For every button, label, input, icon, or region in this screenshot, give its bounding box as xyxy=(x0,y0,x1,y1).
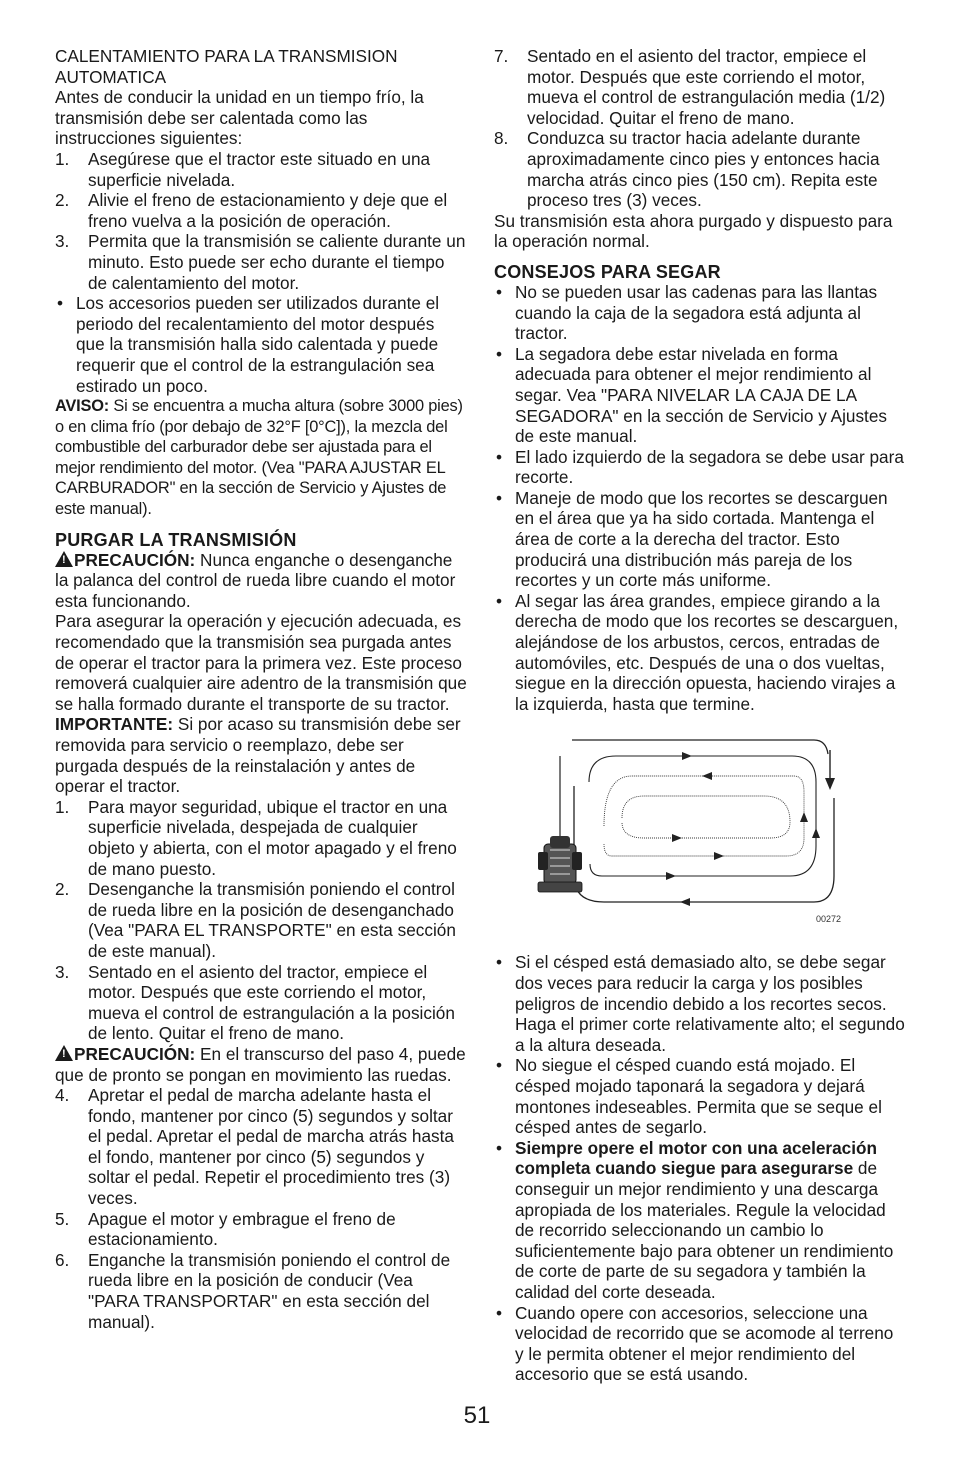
mowing-pattern-figure xyxy=(494,726,906,946)
purge-done: Su transmisión esta ahora purgado y dispuesto para la operación normal. xyxy=(494,210,893,252)
tip-trim-side: • El lado izquierdo de la segadora se debe usar para recorte. xyxy=(496,446,904,488)
aviso-note: AVISO: Si se encuentra a mucha altura (sobre 3000 pies) o en clima frío (por debajo de 32°F [0°C]), la mezcla del combustible del carburador debe ser ajustada para el mejor rendimiento del motor. (Vea "PARA AJUSTAR EL CARBURADOR" en la sección de Servicio y Ajustes de este manual). xyxy=(55,397,463,519)
tip-level-deck: • La segadora debe estar nivelada en forma adecuada para obtener el mejor rendimiento al segar. Vea "PARA NIVELAR LA CAJA DE LA SEGADORA" en la sección de Servicio y Ajustes de este manual. xyxy=(496,343,887,447)
right-column xyxy=(494,46,906,1385)
warmup-heading-line1: CALENTAMIENTO PARA LA TRANSMISION xyxy=(55,46,398,66)
warmup-step-3: 3. Permita que la transmisión se caliente durante un minuto. Esto puede ser echo durante el tiempo de calentamiento del motor. xyxy=(55,231,466,293)
purge-step-3: 3. Sentado en el asiento del tractor, empiece el motor. Después que este corriendo el motor, mueva el control de estrangulación a la posición de lento. Quitar el freno de mano. xyxy=(55,961,455,1044)
purge-intro: Para asegurar la operación y ejecución adecuada, es recomendado que la transmisión sea purgada antes de operar el tractor para la primera vez. Este proceso removerá cualquier aire adentro de la transmisión que se halla formado durante el transporte de su tractor. xyxy=(55,611,467,714)
precaucion-2: !PRECAUCIÓN: En el transcurso del paso 4, puede que de pronto se pongan en movimiento las ruedas. xyxy=(55,1044,467,1085)
warning-triangle-icon xyxy=(55,551,73,567)
tip-accessories: • Cuando opere con accesorios, seleccione una velocidad de recorrido que se acomode al terreno y le permita obtener el mejor rendimiento del accesorio que se está usando. xyxy=(496,1302,894,1385)
figure-code: 00272 xyxy=(816,914,842,925)
warning-triangle-icon xyxy=(55,1045,73,1061)
purge-step-4: 4. Apretar el pedal de marcha adelante hasta el fondo, mantener por cinco (5) segundos y soltar el pedal. Apretar el pedal de marcha atrás hasta el fondo, mantener por cinco (5) segundos y soltar el pedal. Repetir el procedimiento tres (3) veces. xyxy=(55,1085,454,1209)
purge-step-6: 6. Enganche la transmisión poniendo el control de rueda libre en la posición de conducir (Vea "PARA TRANSPORTAR" en esta sección del manual). xyxy=(55,1249,451,1332)
tip-wet-grass: • No siegue el césped cuando está mojado. El césped mojado taponará la segadora y dejará montones indeseables. Permita que se seque el césped antes de segarlo. xyxy=(496,1055,882,1138)
warmup-step-1: 1. Asegúrese que el tractor este situado en una superficie nivelada. xyxy=(55,148,431,190)
importante-note: IMPORTANTE: Si por acaso su transmisión debe ser removida para servicio o reemplazo, debe ser purgada después de la reinstalación y antes de operar el tractor. xyxy=(55,714,461,797)
tip-tall-grass: • Si el césped está demasiado alto, se debe segar dos veces para reducir la carga y los posibles peligros de incendio debido a los recortes secos. Haga el primer corte relativamente alto; el segundo a la altura deseada. xyxy=(496,952,905,1055)
page-number: 51 xyxy=(463,1402,491,1429)
purge-step-1: 1. Para mayor seguridad, ubique el tractor en una superficie nivelada, despejada de cualquier objeto y abierta, con el motor apagado y el freno de mano puesto. xyxy=(55,796,457,879)
tractor-icon xyxy=(538,836,582,892)
tip-full-throttle: • Siempre opere el motor con una aceleración completa cuando siegue para asegurarse de conseguir un mejor rendimiento y una descarga apropiada de los materiales. Regule la velocidad de recorrido seleccionando un cambio lo suficientemente bajo para obtener un rendimiento de corte de parte de su segadora y también la calidad del corte deseada. xyxy=(496,1137,894,1302)
tip-chains: • No se pueden usar las cadenas para las llantas cuando la caja de la segadora está adjunta al tractor. xyxy=(496,281,878,344)
purge-step-5: 5. Apague el motor y embrague el freno de estacionamiento. xyxy=(55,1208,396,1250)
warmup-accessories-bullet: • Los accesorios pueden ser utilizados durante el periodo del recalentamiento del motor después que la transmisión halla sido calentada y puede requerir que el control de la estrangulación sea estirado un poco. xyxy=(57,293,440,396)
warmup-step-2: 2. Alivie el freno de estacionamiento y deje que el freno vuelva a la posición de operación. xyxy=(55,190,448,231)
tip-discharge: • Maneje de modo que los recortes se descarguen en el área que ya ha sido cortada. Mantenga el área de corte a la derecha del tractor. Esto producirá una distribución más pareja de los recortes y un corte más uniforme. xyxy=(496,487,888,591)
mowing-tips-heading: CONSEJOS PARA SEGAR xyxy=(494,261,721,282)
precaucion-1: !PRECAUCIÓN: Nunca enganche o desenganche la palanca del control de rueda libre cuando el motor esta funcionando. xyxy=(55,550,467,612)
left-column xyxy=(55,46,467,1332)
purge-heading: PURGAR LA TRANSMISIÓN xyxy=(55,529,297,550)
mowing-pattern-diagram xyxy=(494,726,906,946)
warmup-heading-line2: AUTOMATICA xyxy=(55,66,167,87)
purge-step-7: 7. Sentado en el asiento del tractor, empiece el motor. Después que este corriendo el motor, mueva el control de estrangulación media (1/2) velocidad. Quitar el freno de mano. xyxy=(494,46,886,128)
purge-step-2: 2. Desenganche la transmisión poniendo el control de rueda libre en la posición de desenganchado (Vea "PARA EL TRANSPORTE" en esta sección de este manual). xyxy=(55,879,456,961)
tip-large-areas: • Al segar las área grandes, empiece girando a la derecha de modo que los recortes se descarguen, alejándose de los arbustos, cercos, entradas de automóviles, etc. Después de una o dos vueltas, siegue en la dirección opuesta, haciendo virajes a la izquierda, hasta que termine. xyxy=(496,590,899,714)
warmup-intro: Antes de conducir la unidad en un tiempo frío, la transmisión debe ser calentada como las instrucciones siguientes: xyxy=(55,87,424,149)
purge-step-8: 8. Conduzca su tractor hacia adelante durante aproximadamente cinco pies y entonces hacia marcha atrás cinco pies (150 cm). Repita este proceso tres (3) veces. xyxy=(494,128,880,211)
